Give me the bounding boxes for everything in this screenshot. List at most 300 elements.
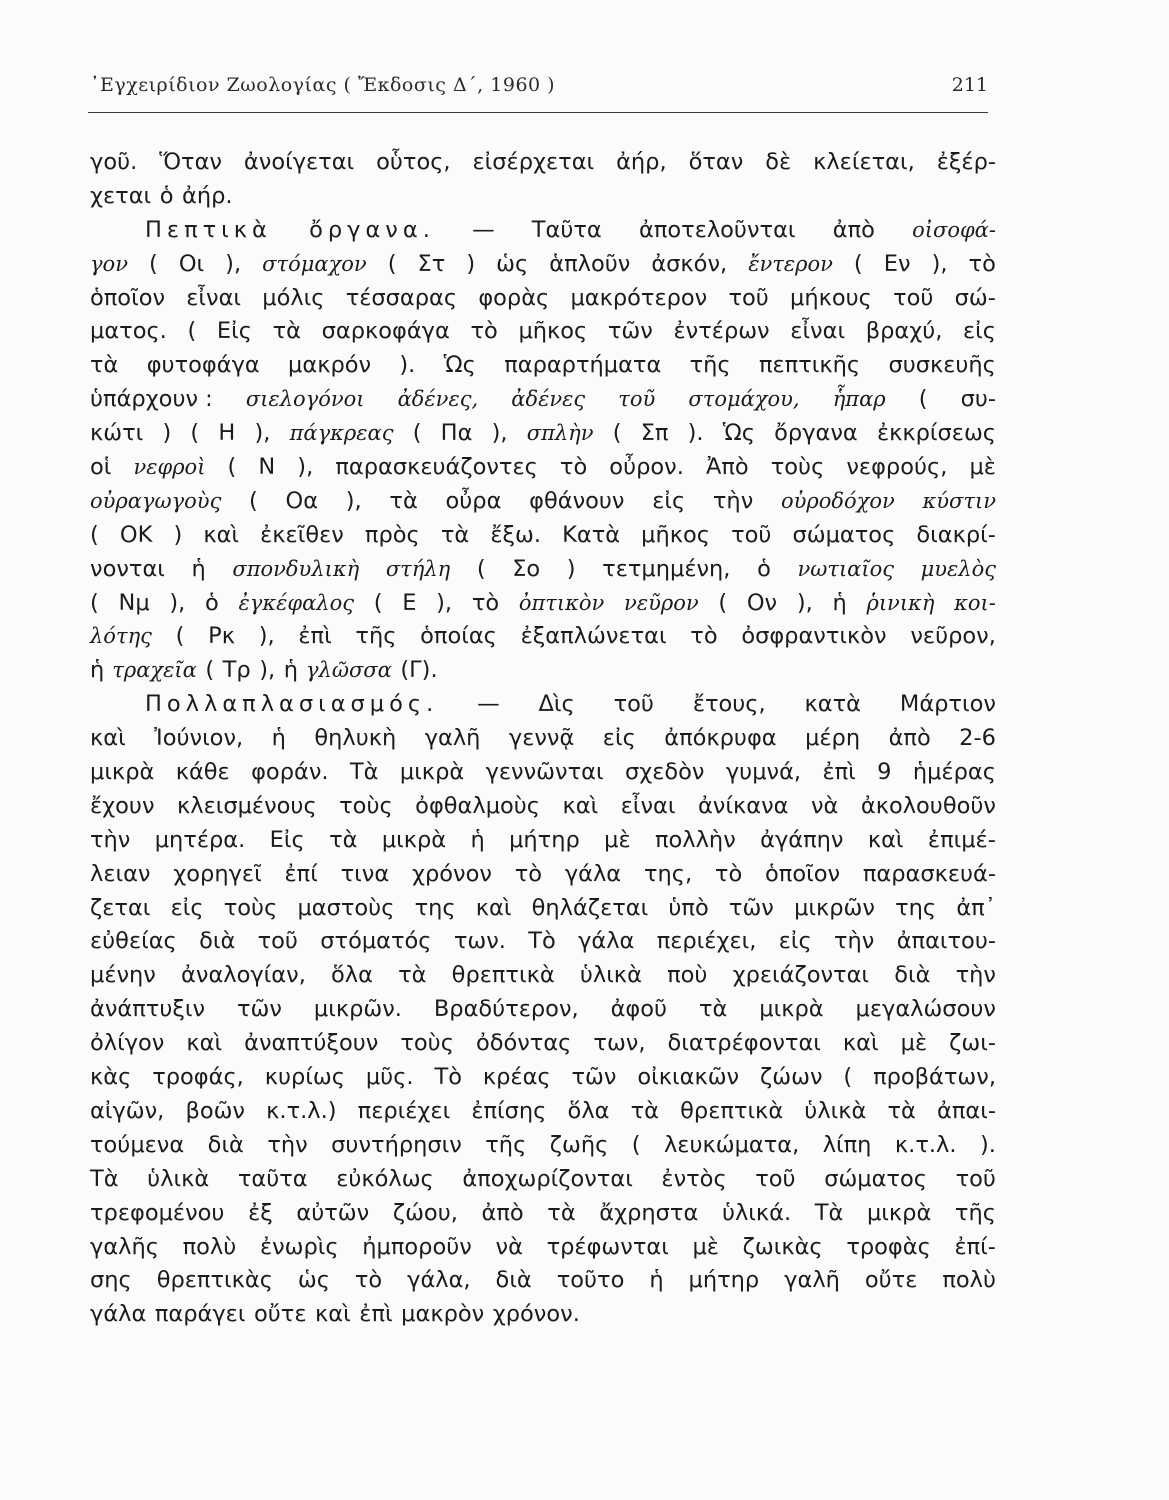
word: Οα xyxy=(285,487,319,514)
word: γαλῆ xyxy=(784,1267,840,1294)
word: οἰκιακῶν xyxy=(637,1064,740,1091)
word: μικρὰ xyxy=(759,996,824,1023)
word: μῆκος xyxy=(518,318,588,345)
word: τὰ xyxy=(440,521,470,548)
word: εἶναι xyxy=(186,284,242,311)
word: καὶ xyxy=(842,1030,879,1057)
word: ), xyxy=(169,589,186,616)
word: Εἰς xyxy=(269,826,305,853)
word: ), xyxy=(491,420,508,447)
word: τοῦ xyxy=(755,1165,796,1192)
word: κώτι xyxy=(90,420,144,447)
word: Εν xyxy=(883,250,911,277)
word: τοὺς xyxy=(223,894,278,921)
word: Ταῦτα xyxy=(531,216,602,243)
word: ( xyxy=(90,589,99,616)
word: ὡς xyxy=(297,1267,330,1294)
word: λότης xyxy=(90,624,152,649)
word: κ.τ.λ. xyxy=(894,1131,957,1158)
word: στομάχου, xyxy=(688,387,800,412)
word: χρόνον xyxy=(411,860,492,887)
text-line xyxy=(90,383,996,417)
word: τὴν xyxy=(834,928,875,955)
word: Ν xyxy=(258,454,276,481)
word: γαλῆ xyxy=(424,725,481,752)
word: οἱ xyxy=(90,454,112,481)
book-title: ᾿Εγχειρίδιον Ζωολογίας ( Ἔκδοσις Δ΄, 1960 ) xyxy=(90,74,556,96)
word: τῶν xyxy=(607,318,653,345)
word: νεφρούς, xyxy=(846,454,948,481)
word: ἀναπτύξουν xyxy=(244,1030,379,1057)
word: εἰς xyxy=(963,318,996,345)
word: φθάνουν xyxy=(529,487,625,514)
word: τὰ xyxy=(329,826,358,853)
word: καὶ xyxy=(186,1030,223,1057)
word: ), xyxy=(931,250,948,277)
word: μὲ xyxy=(969,454,996,481)
word: γάλα xyxy=(90,1301,147,1328)
word: ἀήρ, xyxy=(616,149,667,175)
word: ὑλικά. xyxy=(721,1199,792,1226)
word: ἀπὸ xyxy=(832,216,875,243)
word: ζωι- xyxy=(949,1030,996,1057)
word: ). xyxy=(979,1131,996,1158)
word: Σπ xyxy=(640,420,669,447)
word: τῶν xyxy=(237,996,282,1023)
word: ἐκκρίσεως xyxy=(876,420,996,447)
word: μήτηρ xyxy=(688,1267,760,1294)
word: ἐπιμέ- xyxy=(927,826,996,853)
word: ἐπὶ xyxy=(359,1301,393,1328)
word: βραχύ, xyxy=(865,318,943,345)
word: ἄχρηστα xyxy=(599,1199,699,1226)
word: γαλῆς xyxy=(90,1233,159,1260)
word: εἰς xyxy=(170,894,204,921)
word: τὸ xyxy=(471,589,500,616)
word: παρασκευά- xyxy=(862,860,996,887)
word: ἀνάπτυξιν xyxy=(90,996,206,1023)
word: (Γ). xyxy=(400,657,438,684)
word: τροφὰς xyxy=(846,1233,931,1260)
word: ὄργανα xyxy=(774,420,858,447)
word: ἡ xyxy=(283,657,298,684)
word: Μάρτιον xyxy=(899,691,996,718)
word: μικρὰ xyxy=(399,759,465,786)
word: ( xyxy=(631,1131,641,1158)
word: νονται xyxy=(90,555,165,582)
word: οἰσοφά- xyxy=(912,217,996,242)
word: τὸ xyxy=(470,318,498,345)
word: τοῦ xyxy=(893,284,934,311)
word: τῆς xyxy=(954,1199,996,1226)
running-header xyxy=(90,74,988,104)
word: ἁπλοῦν xyxy=(549,250,631,277)
word: ὁποῖον xyxy=(765,860,841,887)
word: μῆκος xyxy=(641,521,710,548)
word: διὰ xyxy=(495,1267,532,1294)
word: εἰς xyxy=(652,487,686,514)
word: ), xyxy=(258,623,275,650)
word: ὀσφραντικὸν xyxy=(741,623,887,650)
text-line xyxy=(90,654,996,688)
word: τινα xyxy=(340,860,390,887)
word: ζεται xyxy=(90,894,151,921)
word: ἀνίκανα xyxy=(697,792,789,819)
word: τὸ xyxy=(968,250,996,277)
word: κάθε xyxy=(175,759,230,786)
word: χορηγεῖ xyxy=(173,860,262,887)
word: ἀσκόν, xyxy=(651,250,728,277)
word: μικρὰ xyxy=(381,826,447,853)
word: μὲ xyxy=(604,826,631,853)
word: τὴν xyxy=(90,826,131,853)
word: ), xyxy=(796,589,813,616)
word: εὐκόλως xyxy=(336,1165,434,1192)
word: ). xyxy=(399,352,416,379)
text-line xyxy=(90,790,996,824)
word: ἡ xyxy=(191,555,206,582)
word: ἐντέρων xyxy=(673,318,770,345)
word: ἐγκέφαλος xyxy=(238,590,354,615)
word: νεῦρον, xyxy=(910,623,996,650)
word: μικρῶν xyxy=(794,894,875,921)
word: ), xyxy=(436,589,453,616)
word: των. xyxy=(453,928,506,955)
word: κρέας xyxy=(482,1064,551,1091)
word: τῶν xyxy=(571,1064,617,1091)
word: τέσσαρας xyxy=(345,284,458,311)
word: ἀπ᾿ xyxy=(956,894,996,921)
word: γεννῶνται xyxy=(485,759,604,786)
word: λειαν xyxy=(90,860,151,887)
text-line xyxy=(90,620,996,654)
word: ἐπὶ xyxy=(298,623,332,650)
word: πρὸς xyxy=(364,521,420,548)
word: Πεπτικὰ xyxy=(145,216,272,243)
text-line xyxy=(90,553,996,587)
word: τραχεῖα xyxy=(112,658,197,683)
word: ΟΚ xyxy=(119,521,153,548)
word: Ρκ xyxy=(208,623,235,650)
word: ἡ xyxy=(271,725,286,752)
text-line xyxy=(90,925,996,959)
word: ἐξ xyxy=(248,1199,273,1226)
word: πολλὴν xyxy=(654,826,736,853)
word: ὅταν xyxy=(688,149,744,175)
word: μέρη xyxy=(805,725,861,752)
word: εἶναι xyxy=(790,318,846,345)
word: — xyxy=(477,691,500,718)
word: ὑλικὰ xyxy=(579,962,642,989)
word: γλῶσσα xyxy=(305,658,392,683)
word: συσκευῆς xyxy=(888,352,996,379)
word: ἀπαι- xyxy=(937,1097,996,1124)
word: σώματος xyxy=(824,1165,927,1192)
word: στόματός xyxy=(320,928,432,955)
word: τὰ xyxy=(389,487,418,514)
word: συ- xyxy=(960,386,996,413)
word: γάλα xyxy=(578,928,635,955)
text-line xyxy=(90,892,996,926)
word: ἐξαπλώνεται xyxy=(520,623,667,650)
word: σπλὴν xyxy=(526,421,594,446)
word: ἡμέρας xyxy=(912,759,996,786)
text-line xyxy=(90,824,996,858)
word: τὰ xyxy=(887,1097,916,1124)
word: εἶναι xyxy=(620,792,676,819)
text-line xyxy=(90,688,996,722)
word: νεφροὶ xyxy=(133,455,206,480)
word: ἡ xyxy=(470,826,485,853)
word: βοῶν xyxy=(185,1097,246,1124)
text-line xyxy=(90,349,996,383)
word: ὁ xyxy=(757,555,771,582)
word: φορὰς xyxy=(478,284,550,311)
word: ἔξω. xyxy=(490,521,542,548)
word: οὐροδόχον xyxy=(780,488,895,513)
text-line xyxy=(90,722,996,756)
word: ὡς xyxy=(496,250,529,277)
word: μήκους xyxy=(790,284,872,311)
word: ), xyxy=(254,420,271,447)
word: περιέχει xyxy=(357,1097,451,1124)
word: τοῦ xyxy=(257,928,298,955)
word: ( xyxy=(373,589,383,616)
word: Τὸ xyxy=(528,928,556,955)
word: ), xyxy=(345,487,362,514)
text-line xyxy=(90,282,996,316)
word: της xyxy=(414,894,456,921)
text-line xyxy=(90,1231,996,1265)
word: ἀποτελοῦνται xyxy=(639,216,796,243)
word: τοὺς xyxy=(770,454,825,481)
word: μένην xyxy=(90,962,156,989)
word: εἰς xyxy=(778,928,812,955)
word: μακρόν xyxy=(288,352,372,379)
word: τὴν xyxy=(267,1131,308,1158)
word: τὰ xyxy=(698,996,728,1023)
word: τῆς xyxy=(689,352,731,379)
word: ( xyxy=(249,487,258,514)
text-line xyxy=(90,1197,996,1231)
word: Ὡς xyxy=(722,420,755,447)
word: τὸ xyxy=(559,454,588,481)
word: φοράν. xyxy=(251,759,329,786)
text-line xyxy=(90,315,996,349)
word: γοῦ. xyxy=(90,149,138,175)
text-line xyxy=(90,485,996,519)
word: Τὰ xyxy=(349,759,379,786)
word: σπονδυλικὴ xyxy=(232,556,360,581)
text-line xyxy=(90,451,996,485)
word: ὑπὸ xyxy=(668,894,709,921)
text-line xyxy=(90,146,996,180)
page-number: 211 xyxy=(951,74,988,96)
word: ( xyxy=(149,250,158,277)
word: ζωῆς xyxy=(549,1131,609,1158)
word: οὔτε xyxy=(864,1267,918,1294)
word: διὰ xyxy=(207,1131,244,1158)
word: μικρὰ xyxy=(90,759,155,786)
word: σώματος xyxy=(792,521,896,548)
word: των, xyxy=(593,1030,646,1057)
word: τὴν xyxy=(712,487,754,514)
word: ( xyxy=(476,555,486,582)
word: τοῦ xyxy=(613,691,654,718)
word: καὶ xyxy=(315,1301,351,1328)
word: κατὰ xyxy=(804,691,862,718)
word: στήλη xyxy=(385,556,451,581)
word: τροφάς, xyxy=(152,1064,244,1091)
word: τοῦτο xyxy=(556,1267,625,1294)
word: καὶ xyxy=(475,894,512,921)
word: ), xyxy=(225,250,242,277)
word: εἰς xyxy=(602,725,636,752)
text-line xyxy=(90,1129,996,1163)
word: οὔτε xyxy=(253,1301,307,1328)
word: Τὸ xyxy=(434,1064,462,1091)
word: ) xyxy=(466,250,476,277)
word: συντήρησιν xyxy=(331,1131,462,1158)
word: κυρίως xyxy=(264,1064,345,1091)
word: ἀδένες, xyxy=(397,387,479,412)
word: τὸ xyxy=(714,860,743,887)
word: 9 xyxy=(877,759,892,786)
word: ἀπὸ xyxy=(481,1199,524,1226)
word: τῶν xyxy=(728,894,774,921)
word: αἰγῶν, xyxy=(90,1097,165,1124)
word: ἔντερον xyxy=(748,251,833,276)
text-line xyxy=(90,959,996,993)
text-line xyxy=(90,587,996,621)
word: ἐπί- xyxy=(954,1233,996,1260)
word: ὑπάρχουν : xyxy=(90,386,213,413)
word: ) xyxy=(162,420,172,447)
word: Δὶς xyxy=(538,691,575,718)
word: ματος. xyxy=(90,318,167,345)
word: θηλυκὴ xyxy=(314,725,397,752)
word: καὶ xyxy=(867,826,904,853)
word: ἀφοῦ xyxy=(610,996,668,1023)
word: τοῦ xyxy=(728,284,769,311)
word: δὲ xyxy=(765,149,792,175)
word: ζώου, xyxy=(392,1199,458,1226)
word: Κατὰ xyxy=(562,521,621,548)
word: τὰ xyxy=(398,962,427,989)
word: μῦς. xyxy=(365,1064,414,1091)
word: αὐτῶν xyxy=(296,1199,370,1226)
word: σιελογόνοι xyxy=(245,387,365,412)
header-rule xyxy=(88,112,988,113)
word: ( xyxy=(187,318,197,345)
word: καὶ xyxy=(562,792,599,819)
word: τῆς xyxy=(485,1131,527,1158)
word: θρεπτικὰς xyxy=(156,1267,273,1294)
word: οὖρα xyxy=(445,487,502,514)
word: τὰ xyxy=(547,1199,576,1226)
word: ἀγάπην xyxy=(760,826,844,853)
word: ὀλίγον xyxy=(90,1030,165,1057)
word: ζώων xyxy=(760,1064,823,1091)
word: ὑλικὰ xyxy=(147,1165,210,1192)
word: γάλα, xyxy=(407,1267,471,1294)
word: μικρῶν. xyxy=(313,996,402,1023)
word: ( xyxy=(175,623,185,650)
word: νὰ xyxy=(495,1233,523,1260)
word: Στ xyxy=(417,250,446,277)
word: της, xyxy=(643,860,693,887)
word: ἔχουν xyxy=(90,792,155,819)
word: σαρκοφάγα xyxy=(321,318,450,345)
text-line xyxy=(90,1163,996,1197)
word: τρέφωνται xyxy=(546,1233,669,1260)
word: τὰ xyxy=(272,318,301,345)
word: τὸ xyxy=(690,623,718,650)
word: ἡ xyxy=(649,1267,664,1294)
word: ( xyxy=(190,420,200,447)
word: τῆς xyxy=(355,623,397,650)
word: ὁ xyxy=(205,589,219,616)
word: διὰ xyxy=(199,928,236,955)
word: ἔτους, xyxy=(692,691,766,718)
word: Πολλαπλασιασμός. xyxy=(145,691,439,718)
word: Ον xyxy=(746,589,778,616)
word: λίπη xyxy=(822,1131,872,1158)
word: ( xyxy=(205,657,215,684)
text-line xyxy=(90,756,996,790)
word: μήτηρ xyxy=(509,826,580,853)
word: μητέρα. xyxy=(154,826,246,853)
word: ὀπτικὸν xyxy=(518,590,605,615)
word: Πα xyxy=(440,420,473,447)
word: Σο xyxy=(512,555,541,582)
word: ἠμποροῦν xyxy=(362,1233,472,1260)
word: τρεφομένου xyxy=(90,1199,225,1226)
word: ( xyxy=(412,420,422,447)
word: χρόνον. xyxy=(492,1301,580,1328)
word: ζωικὰς xyxy=(742,1233,823,1260)
word: Τὰ xyxy=(814,1199,844,1226)
word: τοῦ xyxy=(731,521,772,548)
text-line xyxy=(90,1027,996,1061)
word: μακρότερον xyxy=(570,284,708,311)
word: Βραδύτερον, xyxy=(433,996,579,1023)
body-text xyxy=(90,146,996,1332)
word: χεται xyxy=(90,182,152,209)
word: γάλα xyxy=(564,860,622,887)
word: οὗτος, xyxy=(376,149,451,175)
word: λευκώματα, xyxy=(663,1131,800,1158)
word: της xyxy=(895,894,937,921)
word: ἐξέρ- xyxy=(936,149,996,175)
word: διὰ xyxy=(894,962,931,989)
text-line xyxy=(90,519,996,553)
word: ( xyxy=(853,250,863,277)
text-line xyxy=(90,1264,996,1298)
word: Εἰς xyxy=(216,318,252,345)
word: τοὺς xyxy=(339,792,393,819)
word: οὐραγωγοὺς xyxy=(90,488,222,513)
word: ) xyxy=(566,555,576,582)
word: κ.τ.λ.) xyxy=(266,1097,337,1124)
word: διατρέφονται xyxy=(667,1030,821,1057)
word: ὁ xyxy=(159,182,174,209)
word: θρεπτικὰ xyxy=(680,1097,784,1124)
word: Ἀπὸ xyxy=(705,454,749,481)
word: Οι xyxy=(178,250,205,277)
word: τοῦ xyxy=(618,387,656,412)
word: μικρὰ xyxy=(866,1199,932,1226)
